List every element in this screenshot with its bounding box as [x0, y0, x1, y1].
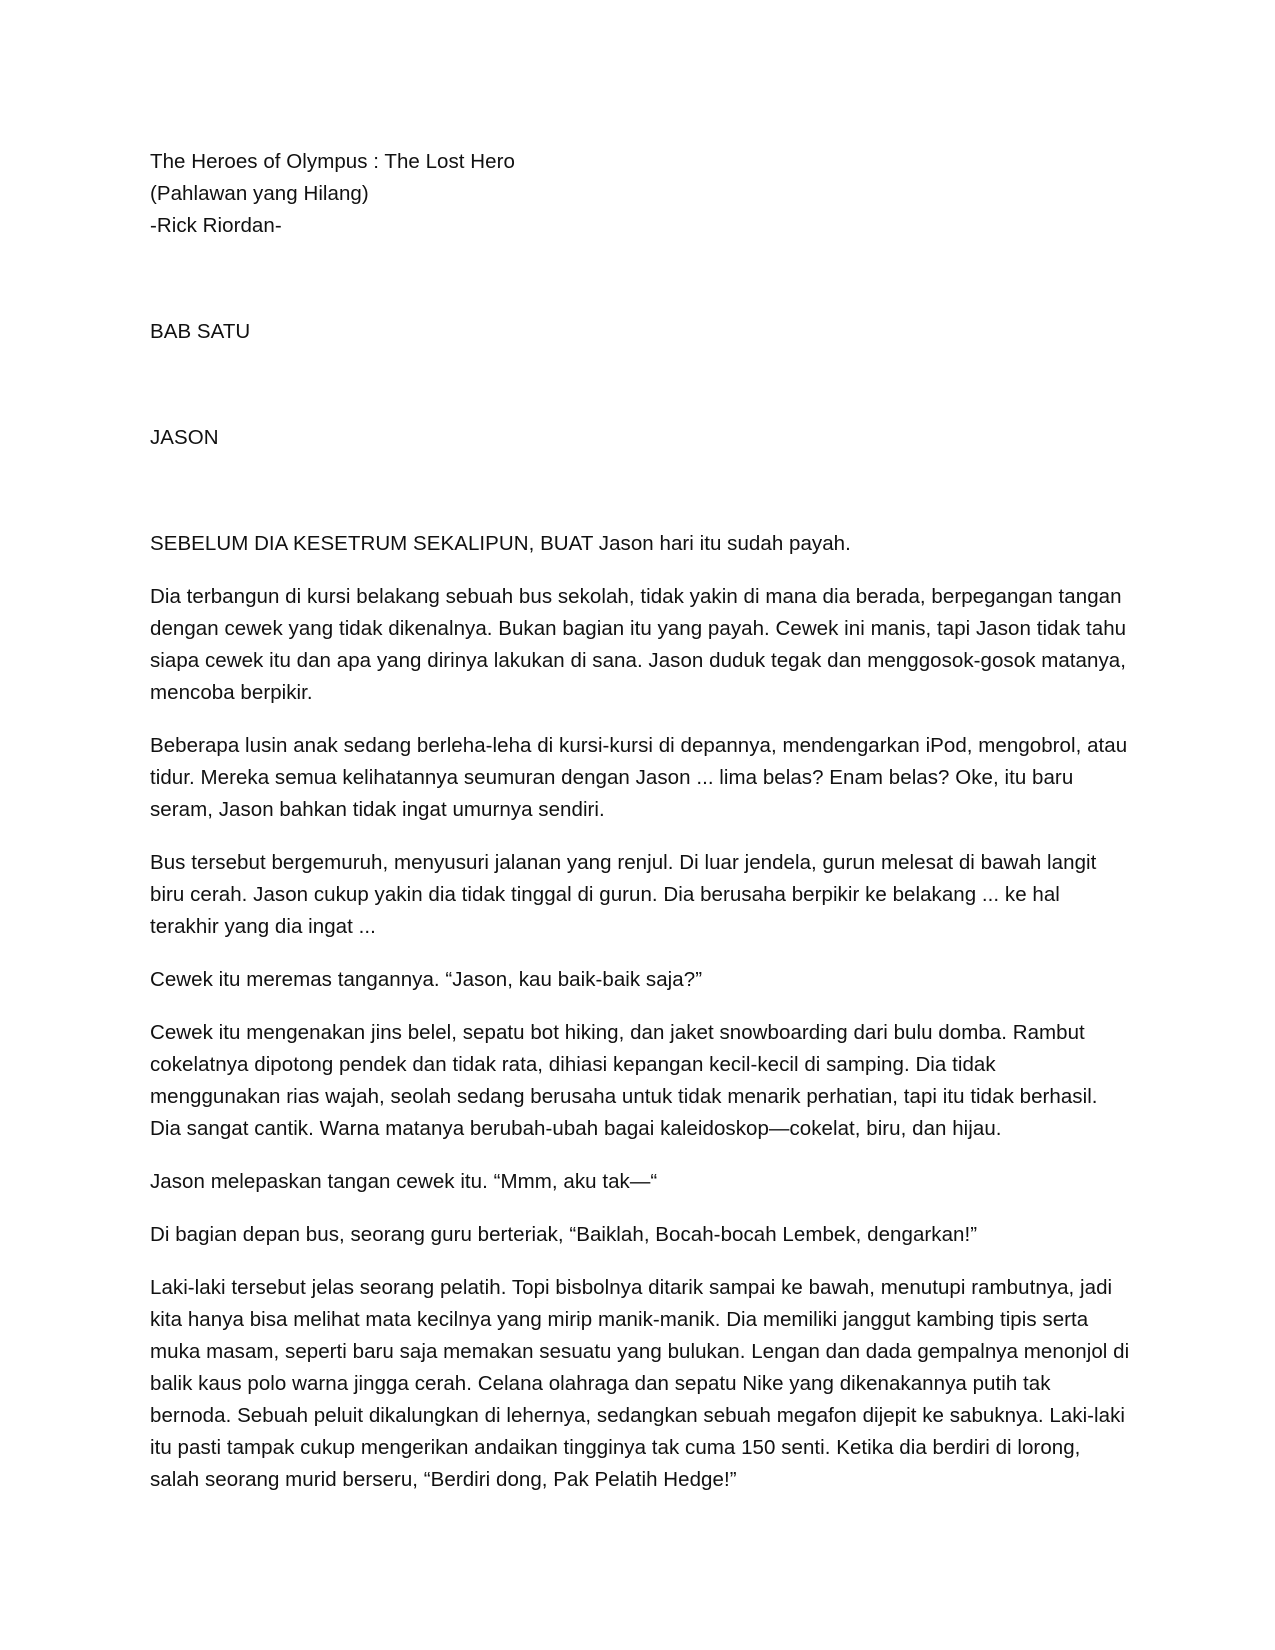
title-block: [150, 146, 1130, 242]
chapter-body: [150, 528, 1130, 1517]
chapter-character: JASON: [150, 426, 219, 449]
paragraph: Cewek itu mengenakan jins belel, sepatu bot hiking, dan jaket snowboarding dari bulu domba. Rambut cokelatnya dipotong pendek dan tidak rata, dihiasi kepangan kecil-kecil di samping. Dia tidak menggunakan rias wajah, seolah sedang berusaha untuk tidak menarik perhatian, tapi itu tidak berhasil. Dia sangat cantik. Warna matanya berubah-ubah bagai kaleidoskop—cokelat, biru, dan hijau.: [150, 1021, 1098, 1140]
paragraph: Di bagian depan bus, seorang guru berteriak, “Baiklah, Bocah-bocah Lembek, dengarkan!”: [150, 1223, 978, 1246]
book-title: The Heroes of Olympus : The Lost Hero: [150, 150, 515, 173]
chapter-label: BAB SATU: [150, 320, 251, 343]
paragraph: Beberapa lusin anak sedang berleha-leha di kursi-kursi di depannya, mendengarkan iPod, mengobrol, atau tidur. Mereka semua kelihatannya seumuran dengan Jason ... lima belas? Enam belas? Oke, itu baru seram, Jason bahkan tidak ingat umurnya sendiri.: [150, 734, 1128, 821]
paragraph: Dia terbangun di kursi belakang sebuah bus sekolah, tidak yakin di mana dia berada, berpegangan tangan dengan cewek yang tidak dikenalnya. Bukan bagian itu yang payah. Cewek ini manis, tapi Jason tidak tahu siapa cewek itu dan apa yang dirinya lakukan di sana. Jason duduk tegak dan menggosok-gosok matanya, mencoba berpikir.: [150, 585, 1127, 704]
paragraph: Jason melepaskan tangan cewek itu. “Mmm, aku tak—“: [150, 1170, 658, 1193]
paragraph: Laki-laki tersebut jelas seorang pelatih. Topi bisbolnya ditarik sampai ke bawah, menutupi rambutnya, jadi kita hanya bisa melihat mata kecilnya yang mirip manik-manik. Dia memiliki janggut kambing tipis serta muka masam, seperti baru saja memakan sesuatu yang bulukan. Lengan dan dada gempalnya menonjol di balik kaus polo warna jingga cerah. Celana olahraga dan sepatu Nike yang dikenakannya putih tak bernoda. Sebuah peluit dikalungkan di lehernya, sedangkan sebuah megafon dijepit ke sabuknya. Laki-laki itu pasti tampak cukup mengerikan andaikan tingginya tak cuma 150 senti. Ketika dia berdiri di lorong, salah seorang murid berseru, “Berdiri dong, Pak Pelatih Hedge!”: [150, 1276, 1130, 1491]
paragraph: SEBELUM DIA KESETRUM SEKALIPUN, BUAT Jason hari itu sudah payah.: [150, 532, 851, 555]
document-page: [150, 146, 1130, 1491]
paragraph: Bus tersebut bergemuruh, menyusuri jalanan yang renjul. Di luar jendela, gurun melesat di bawah langit biru cerah. Jason cukup yakin dia tidak tinggal di gurun. Dia berusaha berpikir ke belakang ... ke hal terakhir yang dia ingat ...: [150, 851, 1097, 938]
book-author: -Rick Riordan-: [150, 214, 282, 237]
book-subtitle: (Pahlawan yang Hilang): [150, 182, 369, 205]
paragraph: Cewek itu meremas tangannya. “Jason, kau baik-baik saja?”: [150, 968, 703, 991]
